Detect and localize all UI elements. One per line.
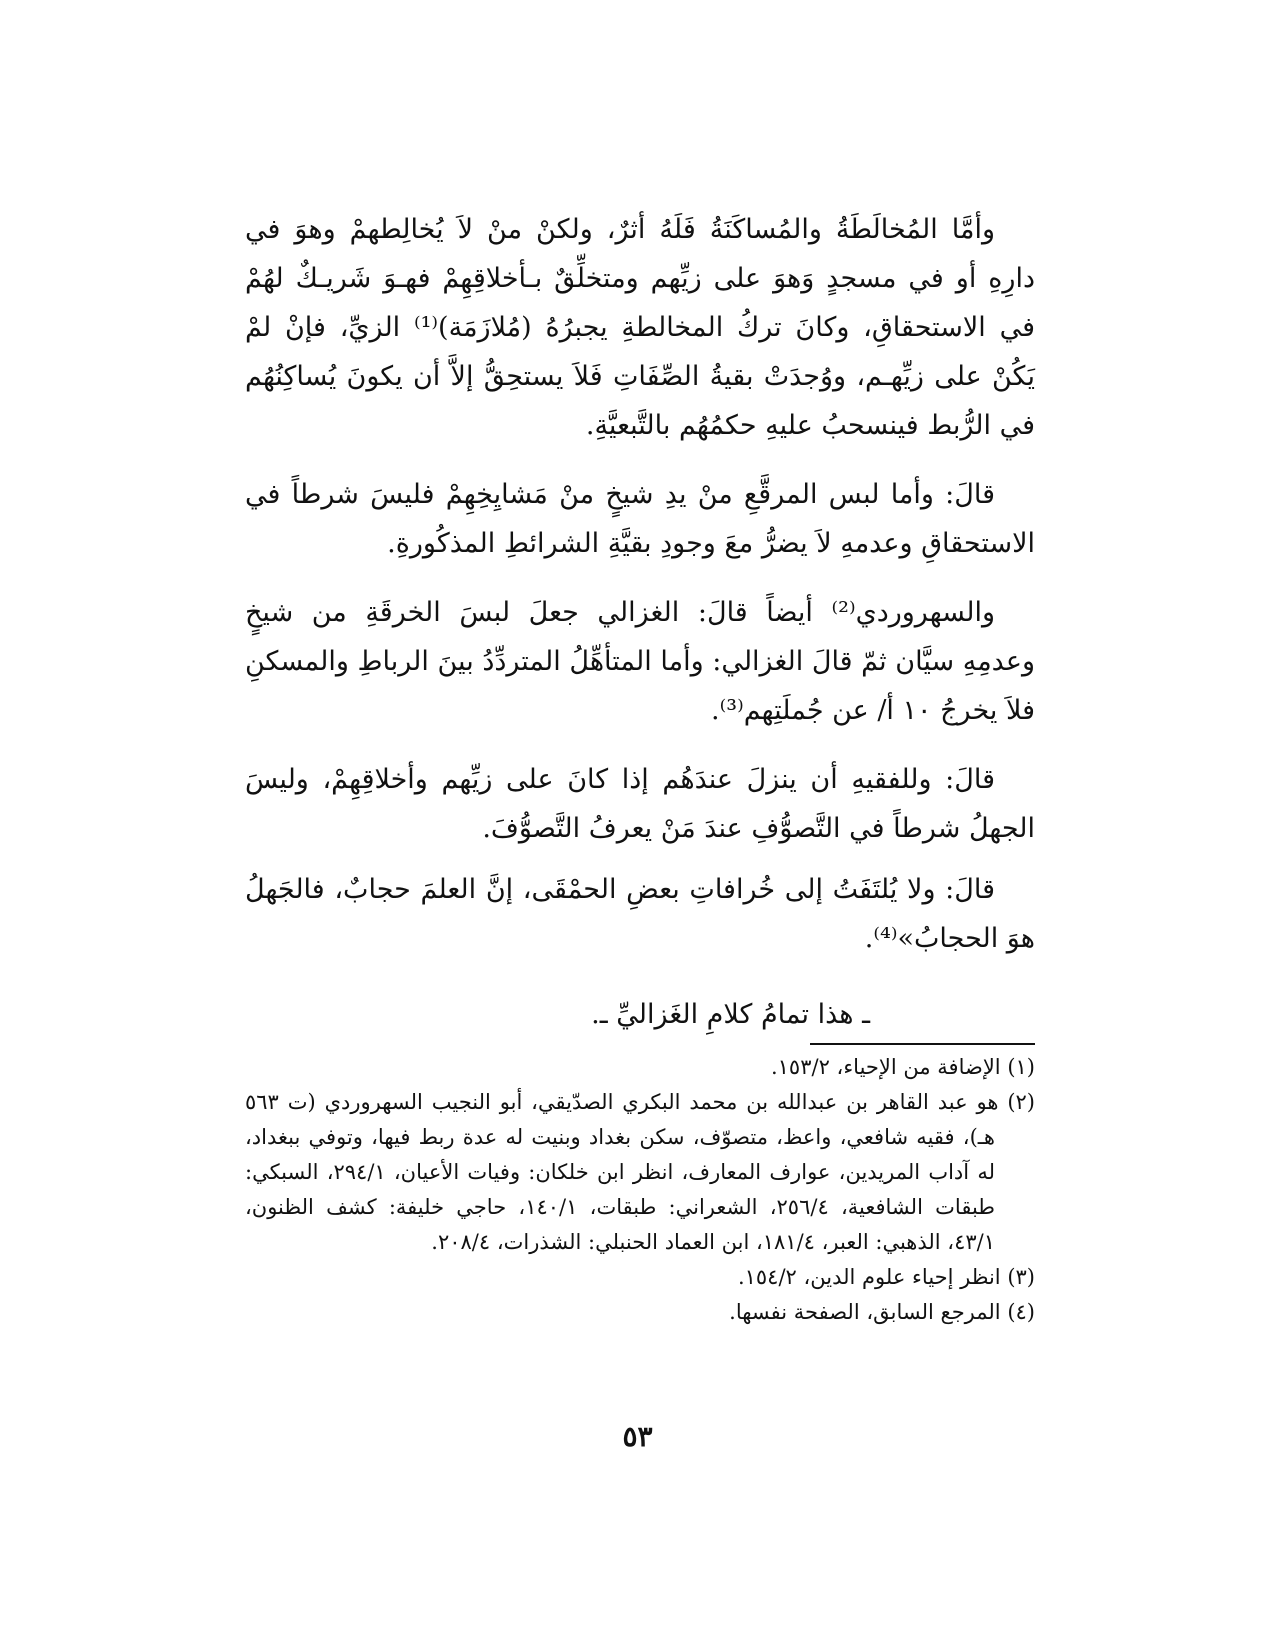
paragraph-4: قالَ: وللفقيهِ أن ينزلَ عندَهُم إذا كانَ على زيِّهم وأخلاقِهِمْ، وليسَ الجهلُ شرطاً في التَّصوُّفِ عندَ مَنْ يعرفُ التَّصوُّفَ. — [245, 764, 1035, 844]
main-text — [245, 205, 1035, 975]
footnotes — [245, 1050, 1035, 1330]
footnote-3: (٣) انظر إحياء علوم الدين، ١٥٤/٢. — [737, 1265, 1035, 1289]
footnote-2: (٢) هو عبد القاهر بن عبدالله بن محمد البكري الصدّيقي، أبو النجيب السهروردي (ت ٥٦٣ هـ)، فقيه شافعي، واعظ، متصوّف، سكن بغداد وبنيت له عدة ربط فيها، وتوفي ببغداد، له آداب المريدين، عوارف المعارف، انظر ابن خلكان: وفيات الأعيان، ٢٩٤/١، السبكي: طبقات الشافعية، ٢٥٦/٤، الشعراني: طبقات، ١٤٠/١، حاجي خليفة: كشف الظنون، ٤٣/١، الذهبي: العبر، ١٨١/٤، ابن العماد الحنبلي: الشذرات، ٢٠٨/٤. — [245, 1090, 1035, 1254]
paragraph-3: والسهروردي⁽²⁾ أيضاً قالَ: الغزالي جعلَ لبسَ الخرقَةِ من شيخٍ وعدمِهِ سيَّان ثمّ قالَ الغزالي: وأما المتأهِّلُ المتردِّدُ بينَ الرباطِ والمسكنِ فلاَ يخرجُ ١٠ أ/ عن جُملَتِهم⁽³⁾. — [245, 597, 1035, 726]
closing-line: ـ هذا تمامُ كلامِ الغَزاليِّ ـ. — [591, 999, 870, 1030]
footnote-1: (١) الإضافة من الإحياء، ١٥٣/٢. — [770, 1055, 1035, 1079]
paragraph-1: وأمَّا المُخالَطَةُ والمُساكَنَةُ فَلَهُ أثرٌ، ولكنْ منْ لاَ يُخالِطهمْ وهوَ في دارِهِ أو في مسجدٍ وَهوَ على زيِّهم ومتخلِّقٌ بـأخلاقِهِمْ فهـوَ شَريـكٌ لهُمْ في الاستحقاقِ، وكانَ تركُ المخالطةِ يجبرُهُ (مُلازَمَة)⁽¹⁾ الزيِّ، فإنْ لمْ يَكُنْ على زيِّهـم، ووُجدَتْ بقيةُ الصِّفَاتِ فَلاَ يستحِقُّ إلاَّ أن يكونَ يُساكِنُهُم في الرُّبط فينسحبُ عليهِ حكمُهُم بالتَّبعيَّةِ. — [245, 214, 1035, 441]
paragraph-5: قالَ: ولا يُلتَفَتُ إلى خُرافاتِ بعضِ الحمْقَى، إنَّ العلمَ حجابٌ، فالجَهلُ هوَ الحجابُ»⁽⁴⁾. — [245, 874, 1035, 954]
page-number: ٥٣ — [622, 1420, 653, 1453]
footnote-4: (٤) المرجع السابق، الصفحة نفسها. — [729, 1300, 1035, 1324]
footnote-separator — [810, 1043, 1035, 1045]
paragraph-2: قالَ: وأما لبس المرقَّعِ منْ يدِ شيخٍ منْ مَشايِخِهِمْ فليسَ شرطاً في الاستحقاقِ وعدمهِ لاَ يضرُّ معَ وجودِ بقيَّةِ الشرائطِ المذكُورةِ. — [245, 479, 1035, 559]
